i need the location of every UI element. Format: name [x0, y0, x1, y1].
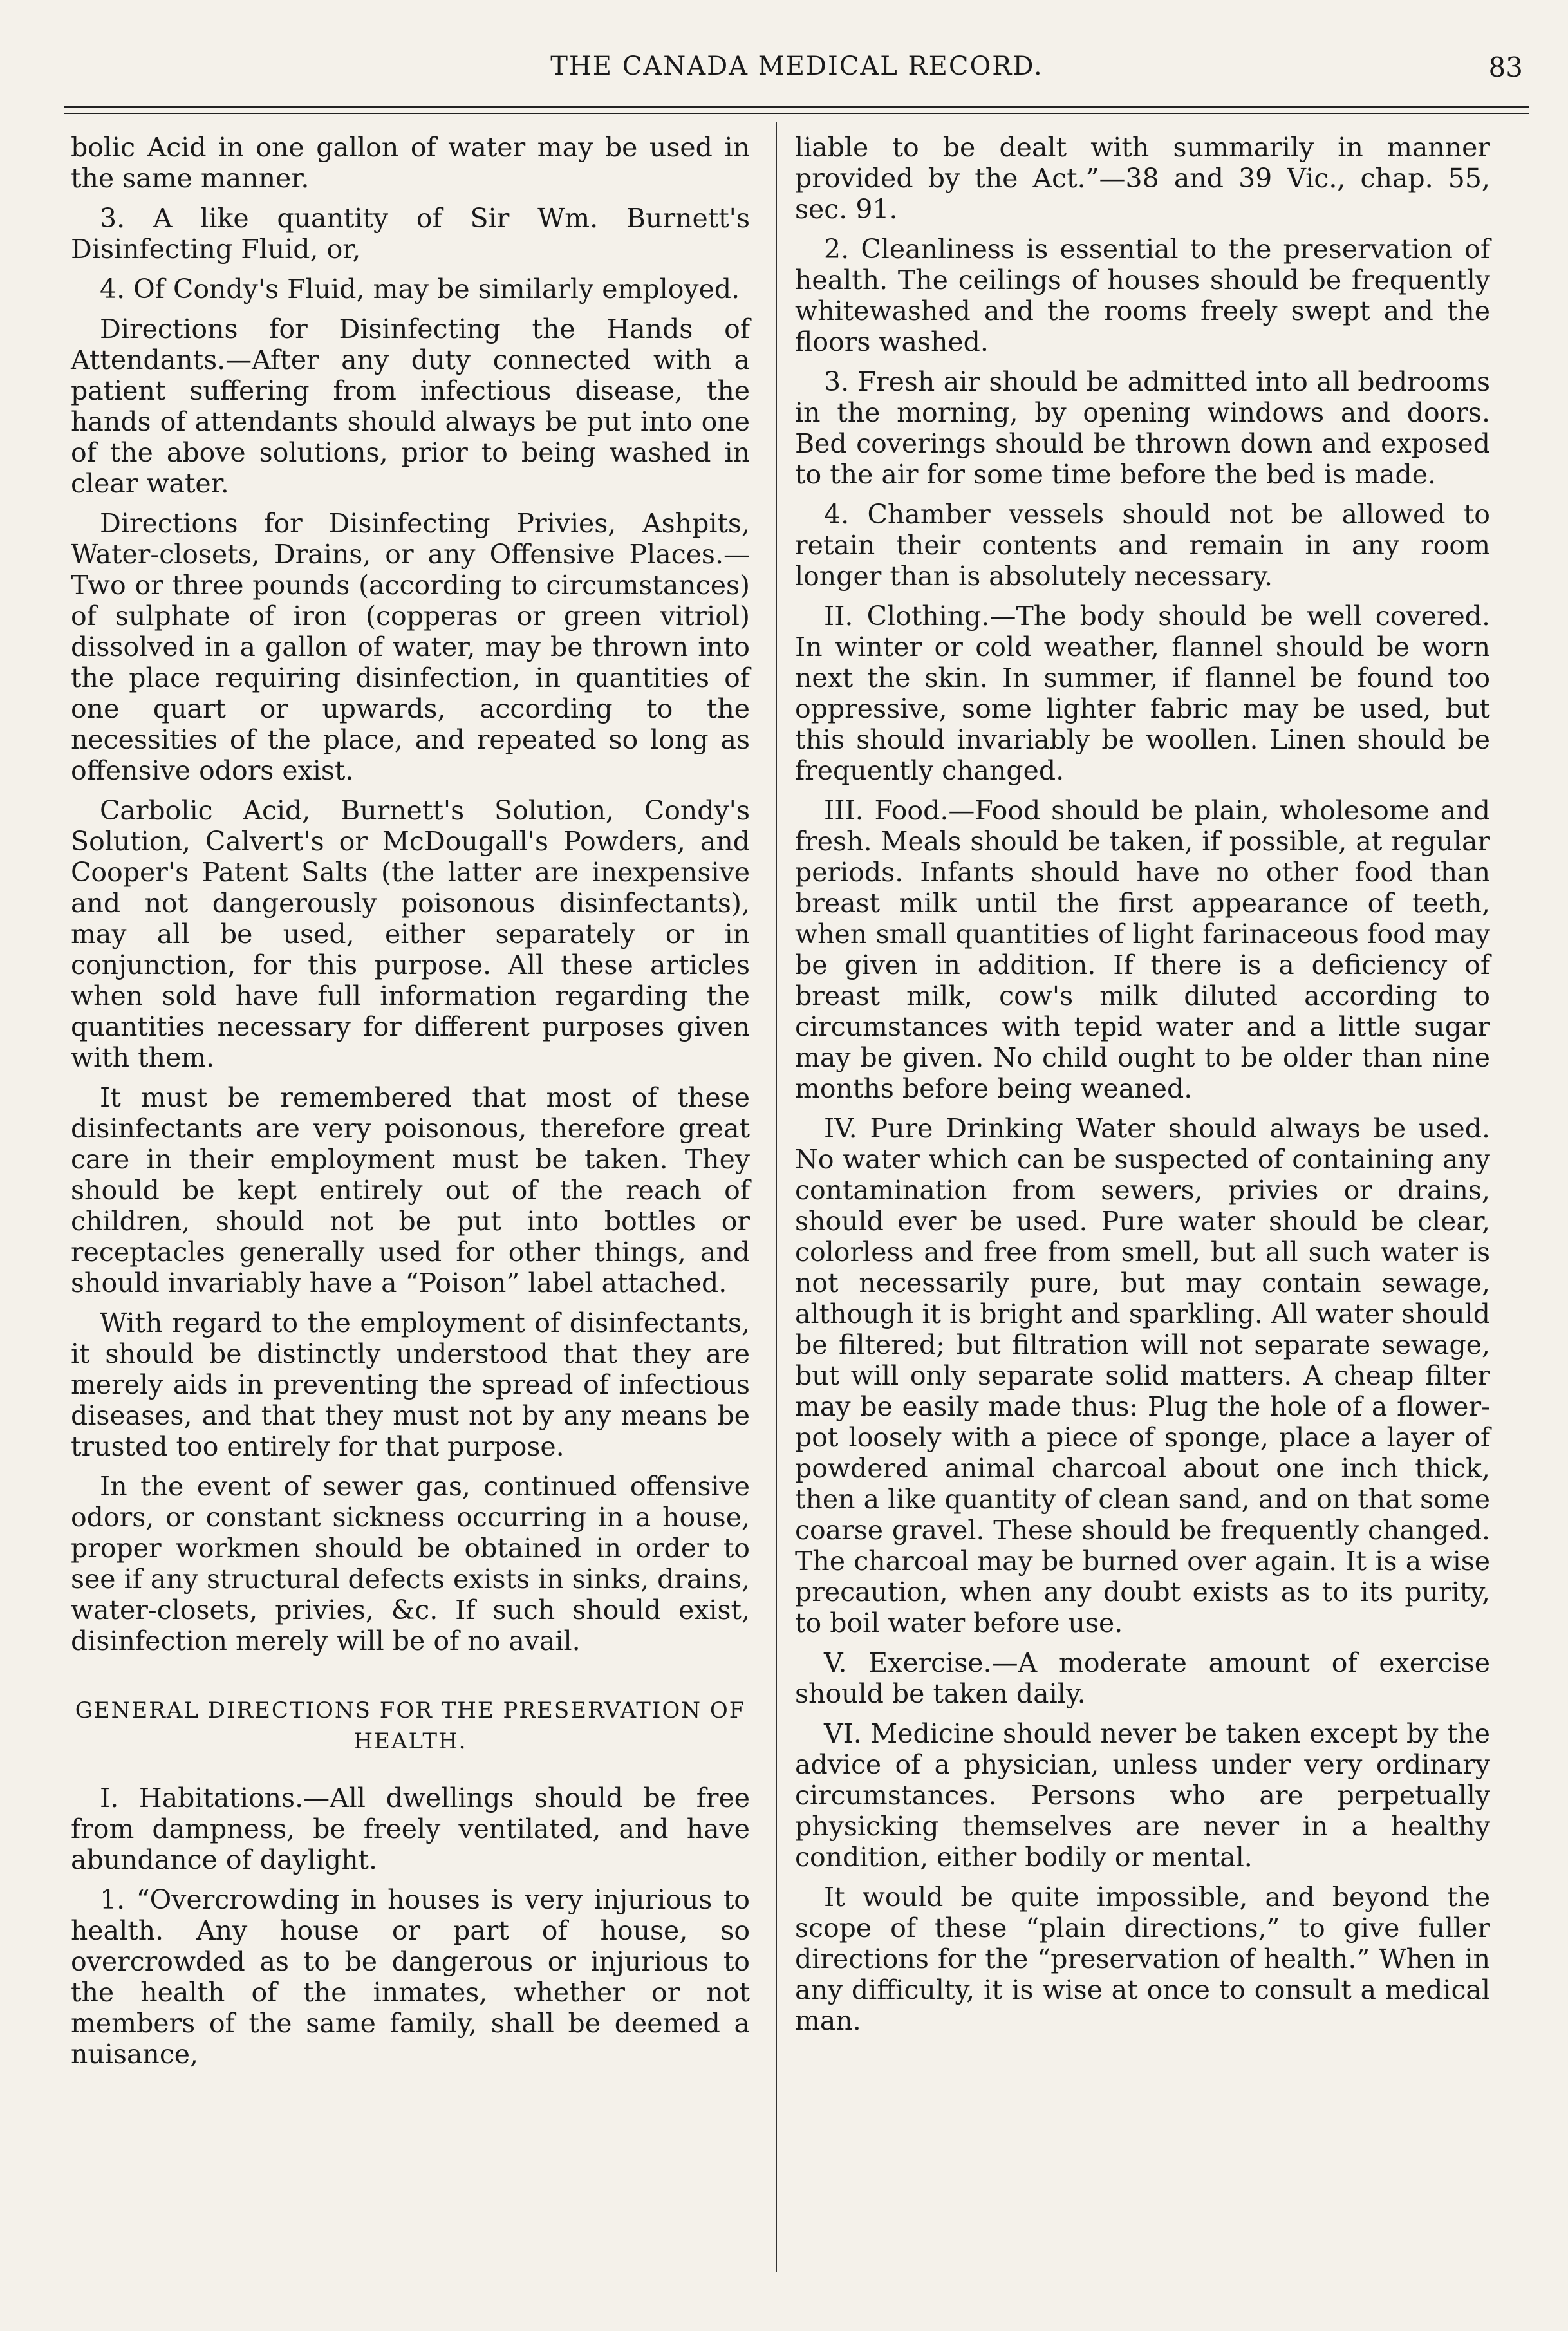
paragraph: I. Habitations.—All dwellings should be free from dampness, be freely ventilated, and have abundance of daylight. — [71, 1783, 750, 1875]
paragraph: Directions for Disinfecting the Hands of Attendants.—After any duty connected with a patient suffering from infectious disease, the hands of attendants should always be put into one of the above solutions, prior to being washed in clear water. — [71, 314, 750, 499]
page-header — [64, 45, 1529, 97]
paragraph: Carbolic Acid, Burnett's Solution, Condy's Solution, Calvert's or McDougall's Powders, and Cooper's Patent Salts (the latter are inexpensive and not dangerously poisonous disinfectants), may all be used, either separately or in conjunction, for this purpose. All these articles when sold have full information regarding the quantities necessary for different purposes given with them. — [71, 795, 750, 1073]
running-title: THE CANADA MEDICAL RECORD. — [550, 51, 1043, 81]
paragraph: bolic Acid in one gallon of water may be used in the same manner. — [71, 132, 750, 194]
header-rule-top — [64, 106, 1529, 108]
section-heading: GENERAL DIRECTIONS FOR THE PRESERVATION OF HEALTH. — [75, 1698, 746, 1754]
paragraph: VI. Medicine should never be taken except by the advice of a physician, unless under very ordinary circumstances. Persons who are perpetually physicking themselves are never in a healthy condition, either bodily or mental. — [795, 1718, 1490, 1873]
paragraph: liable to be dealt with summarily in manner provided by the Act.”—38 and 39 Vic., chap. 55, sec. 91. — [795, 132, 1490, 225]
paragraph: 2. Cleanliness is essential to the preservation of health. The ceilings of houses should be frequently whitewashed and the rooms freely swept and the floors washed. — [795, 234, 1490, 357]
right-column — [795, 132, 1490, 2045]
header-rule-bottom — [64, 113, 1529, 114]
paragraph: III. Food.—Food should be plain, wholesome and fresh. Meals should be taken, if possible, at regular periods. Infants should have no other food than breast milk until the first appearance of teeth, when small quantities of light farinaceous food may be given in addition. If there is a deficiency of breast milk, cow's milk diluted according to circumstances with tepid water and a little sugar may be given. No child ought to be older than nine months before being weaned. — [795, 795, 1490, 1104]
page-number: 83 — [1488, 51, 1523, 83]
paragraph: 4. Chamber vessels should not be allowed to retain their contents and remain in any room longer than is absolutely necessary. — [795, 499, 1490, 592]
paragraph: 3. A like quantity of Sir Wm. Burnett's Disinfecting Fluid, or, — [71, 203, 750, 265]
paragraph: It would be quite impossible, and beyond the scope of these “plain directions,” to give fuller directions for the “preservation of health.” When in any difficulty, it is wise at once to consult a medical man. — [795, 1882, 1490, 2036]
paragraph: II. Clothing.—The body should be well covered. In winter or cold weather, flannel should be worn next the skin. In summer, if flannel be found too oppressive, some lighter fabric may be used, but this should invariably be woollen. Linen should be frequently changed. — [795, 601, 1490, 786]
paragraph: It must be remembered that most of these disinfectants are very poisonous, therefore great care in their employment must be taken. They should be kept entirely out of the reach of children, should not be put into bottles or receptacles generally used for other things, and should invariably have a “Poison” label attached. — [71, 1082, 750, 1298]
column-divider — [776, 122, 777, 2272]
paragraph: V. Exercise.—A moderate amount of exercise should be taken daily. — [795, 1647, 1490, 1709]
left-column — [71, 132, 750, 2079]
paragraph: Directions for Disinfecting Privies, Ashpits, Water-closets, Drains, or any Offensive Places.—Two or three pounds (according to circumstances) of sulphate of iron (copperas or green vitriol) dissolved in a gallon of water, may be thrown into the place requiring disinfection, in quantities of one quart or upwards, according to the necessities of the place, and repeated so long as offensive odors exist. — [71, 508, 750, 786]
paragraph: 3. Fresh air should be admitted into all bedrooms in the morning, by opening windows and doors. Bed coverings should be thrown down and exposed to the air for some time before the bed is made. — [795, 366, 1490, 490]
paragraph: IV. Pure Drinking Water should always be used. No water which can be suspected of containing any contamination from sewers, privies or drains, should ever be used. Pure water should be clear, colorless and free from smell, but all such water is not necessarily pure, but may contain sewage, although it is bright and sparkling. All water should be filtered; but filtration will not separate sewage, but will only separate solid matters. A cheap filter may be easily made thus: Plug the hole of a flower-pot loosely with a piece of sponge, place a layer of powdered animal charcoal about one inch thick, then a like quantity of clean sand, and on that some coarse gravel. These should be frequently changed. The charcoal may be burned over again. It is a wise precaution, when any doubt exists as to its purity, to boil water before use. — [795, 1113, 1490, 1638]
paragraph: With regard to the employment of disinfectants, it should be distinctly understood that they are merely aids in preventing the spread of infectious diseases, and that they must not by any means be trusted too entirely for that purpose. — [71, 1307, 750, 1462]
paragraph: 1. “Overcrowding in houses is very injurious to health. Any house or part of house, so overcrowded as to be dangerous or injurious to the health of the inmates, whether or not members of the same family, shall be deemed a nuisance, — [71, 1884, 750, 2070]
paragraph: In the event of sewer gas, continued offensive odors, or constant sickness occurring in a house, proper workmen should be obtained in order to see if any structural defects exists in sinks, drains, water-closets, privies, &c. If such should exist, disinfection merely will be of no avail. — [71, 1471, 751, 1656]
paragraph: 4. Of Condy's Fluid, may be similarly employed. — [100, 274, 740, 304]
